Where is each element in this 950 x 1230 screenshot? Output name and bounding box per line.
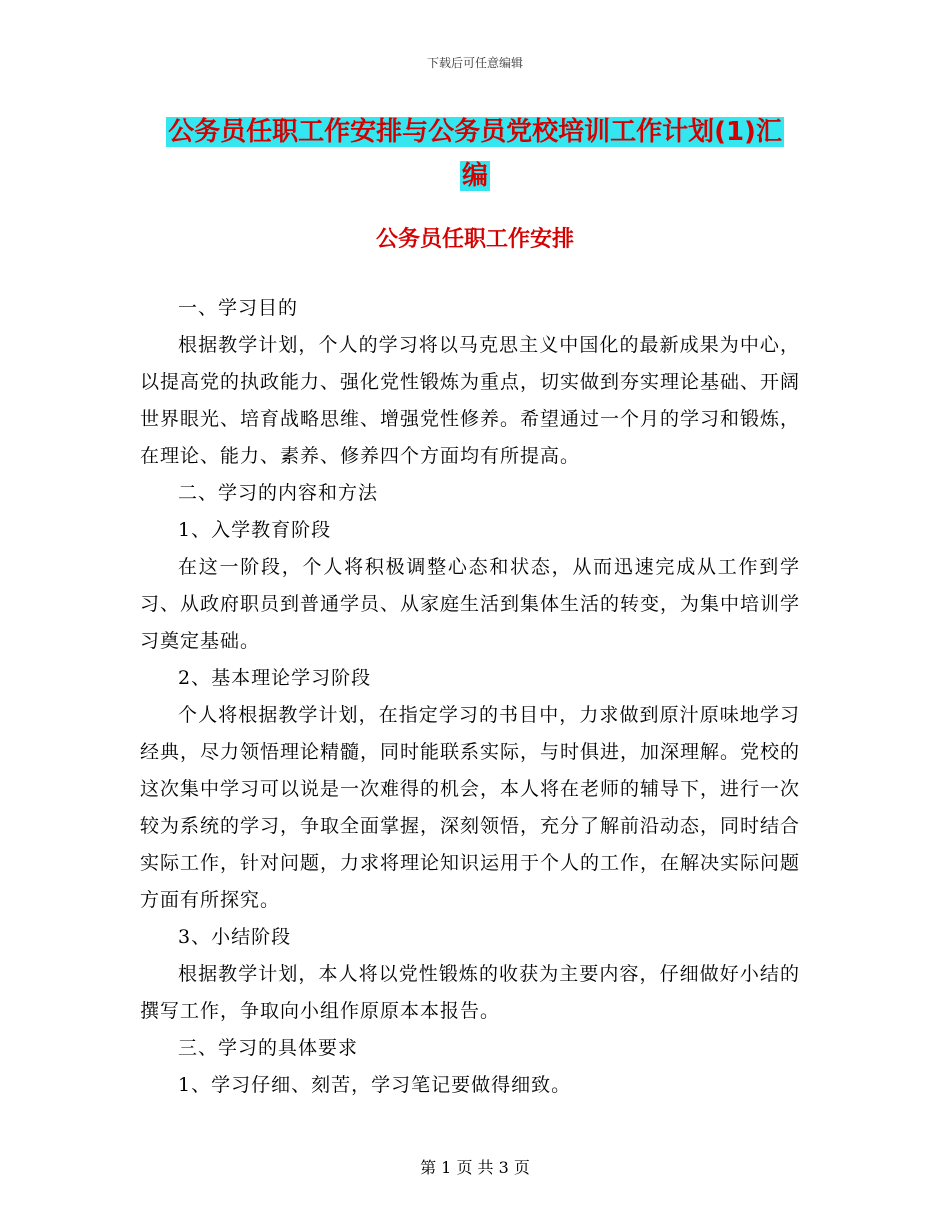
heading-learning-goal: 一、学习目的 bbox=[178, 297, 299, 319]
document-title bbox=[140, 110, 810, 198]
paragraph-stage-3: 根据教学计划，本人将以党性锻炼的收获为主要内容，仔细做好小结的撰写工作，争取向小组作原原本本报告。 bbox=[140, 963, 800, 1022]
document-body bbox=[140, 290, 800, 1104]
heading-stage-2: 2、基本理论学习阶段 bbox=[178, 667, 372, 689]
paragraph-stage-1: 在这一阶段，个人将积极调整心态和状态，从而迅速完成从工作到学习、从政府职员到普通学员、从家庭生活到集体生活的转变，为集中培训学习奠定基础。 bbox=[140, 556, 801, 652]
document-title-line-1: 公务员任职工作安排与公务员党校培训工作计划(1)汇 bbox=[168, 117, 782, 147]
page-number: 第 1 页 共 3 页 bbox=[420, 1158, 530, 1177]
paragraph-stage-2: 个人将根据教学计划，在指定学习的书目中，力求做到原汁原味地学习经典，尽力领悟理论精髓，同时能联系实际，与时俱进，加深理解。党校的这次集中学习可以说是一次难得的机会，本人将在老师的辅导下，进行一次较为系统的学习，争取全面掌握，深刻领悟，充分了解前沿动态，同时结合实际工作，针对问题，力求将理论知识运用于个人的工作，在解决实际问题方面有所探究。 bbox=[140, 704, 801, 911]
heading-requirements: 三、学习的具体要求 bbox=[178, 1037, 359, 1059]
document-title-line-2: 编 bbox=[461, 161, 488, 191]
paragraph-requirement-1: 1、学习仔细、刻苦，学习笔记要做得细致。 bbox=[178, 1074, 572, 1096]
header-note: 下载后可任意编辑 bbox=[426, 56, 523, 70]
heading-stage-3: 3、小结阶段 bbox=[178, 926, 292, 948]
heading-content-method: 二、学习的内容和方法 bbox=[178, 482, 379, 504]
paragraph-learning-goal: 根据教学计划，个人的学习将以马克思主义中国化的最新成果为中心，以提高党的执政能力、强化党性锻炼为重点，切实做到夯实理论基础、开阔世界眼光、培育战略思维、增强党性修养。希望通过一个月的学习和锻炼，在理论、能力、素养、修养四个方面均有所提高。 bbox=[140, 334, 801, 467]
section-title: 公务员任职工作安排 bbox=[375, 227, 574, 252]
heading-stage-1: 1、入学教育阶段 bbox=[178, 519, 332, 541]
